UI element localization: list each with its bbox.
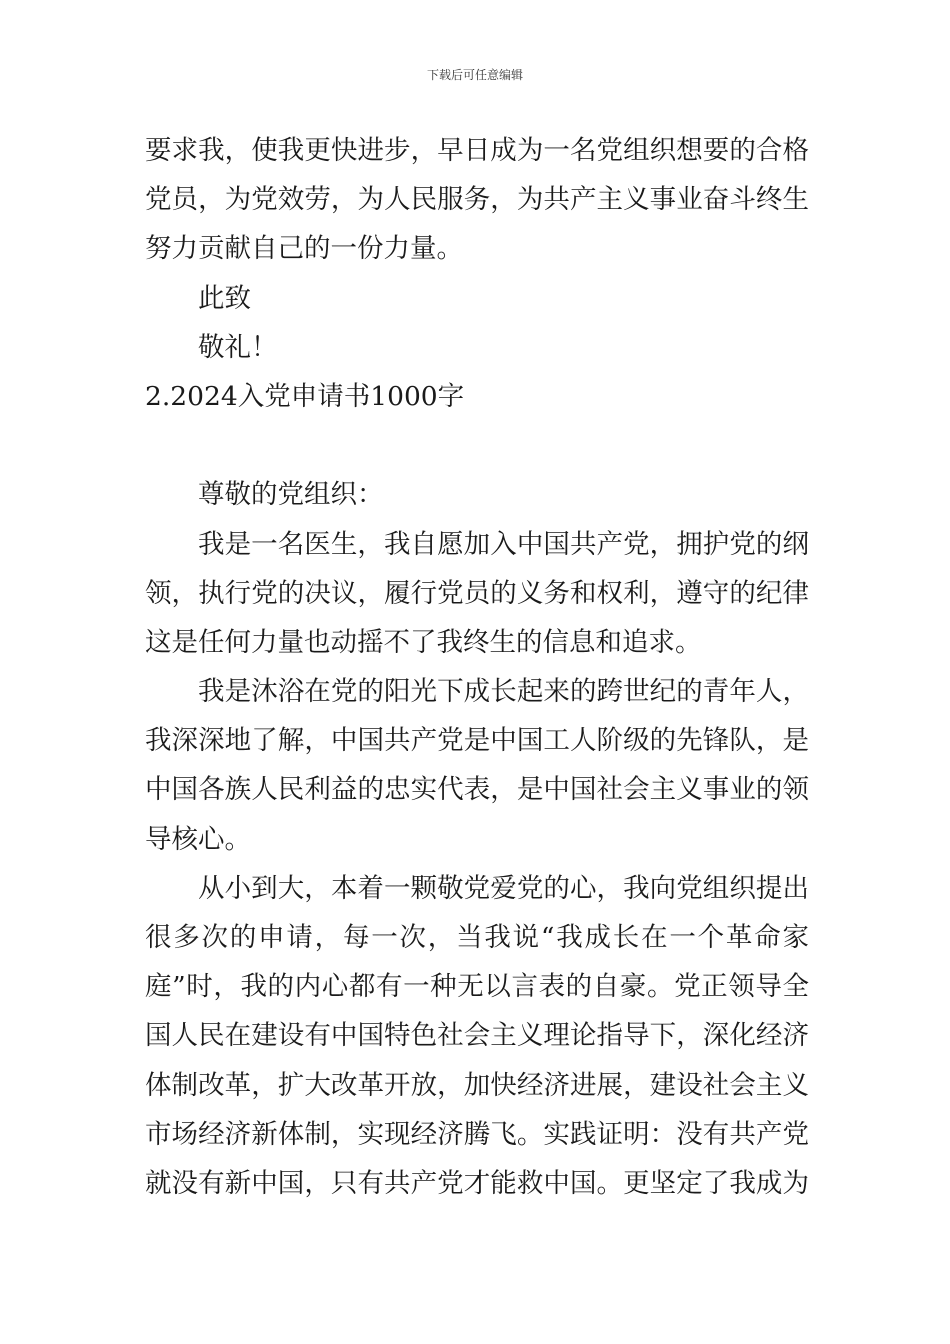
blank-line — [145, 421, 809, 470]
text-line: 庭”时，我的内心都有一种无以言表的自豪。党正领导全 — [145, 971, 809, 1003]
text-line: 从小到大，本着一颗敬党爱党的心，我向党组织提出 — [198, 872, 809, 904]
text-line: 国人民在建设有中国特色社会主义理论指导下，深化经济 — [145, 1020, 809, 1052]
text-line: 领，执行党的决议，履行党员的义务和权利，遵守的纪律 — [145, 577, 809, 609]
text-line: 我是沐浴在党的阳光下成长起来的跨世纪的青年人， — [198, 676, 809, 708]
salutation: 尊敬的党组织： — [198, 479, 384, 511]
text-line: 导核心。 — [145, 823, 251, 855]
page-header: 下载后可任意编辑 — [426, 68, 523, 82]
text-line: 我深深地了解，中国共产党是中国工人阶级的先锋队，是 — [145, 725, 809, 757]
text-line: 这是任何力量也动摇不了我终生的信息和追求。 — [145, 626, 702, 658]
text-line: 体制改革，扩大改革开放，加快经济进展，建设社会主义 — [145, 1069, 809, 1101]
text-line: 就没有新中国，只有共产党才能救中国。更坚定了我成为 — [145, 1167, 809, 1199]
text-line: 很多次的申请，每一次，当我说“我成长在一个革命家 — [145, 922, 809, 953]
text-line: 中国各族人民利益的忠实代表，是中国社会主义事业的领 — [145, 774, 809, 806]
text-line: 努力贡献自己的一份力量。 — [145, 233, 463, 265]
text-line: 党员，为党效劳，为人民服务，为共产主义事业奋斗终生 — [145, 184, 809, 216]
document-body — [145, 126, 809, 1208]
section-title: 2.2024入党申请书1000字 — [145, 380, 465, 412]
closing-line-2: 敬礼！ — [198, 331, 278, 363]
text-line: 市场经济新体制，实现经济腾飞。实践证明：没有共产党 — [145, 1118, 809, 1150]
text-line: 我是一名医生，我自愿加入中国共产党，拥护党的纲 — [198, 528, 809, 560]
closing-line-1: 此致 — [198, 282, 251, 314]
text-line: 要求我，使我更快进步，早日成为一名党组织想要的合格 — [145, 135, 809, 166]
